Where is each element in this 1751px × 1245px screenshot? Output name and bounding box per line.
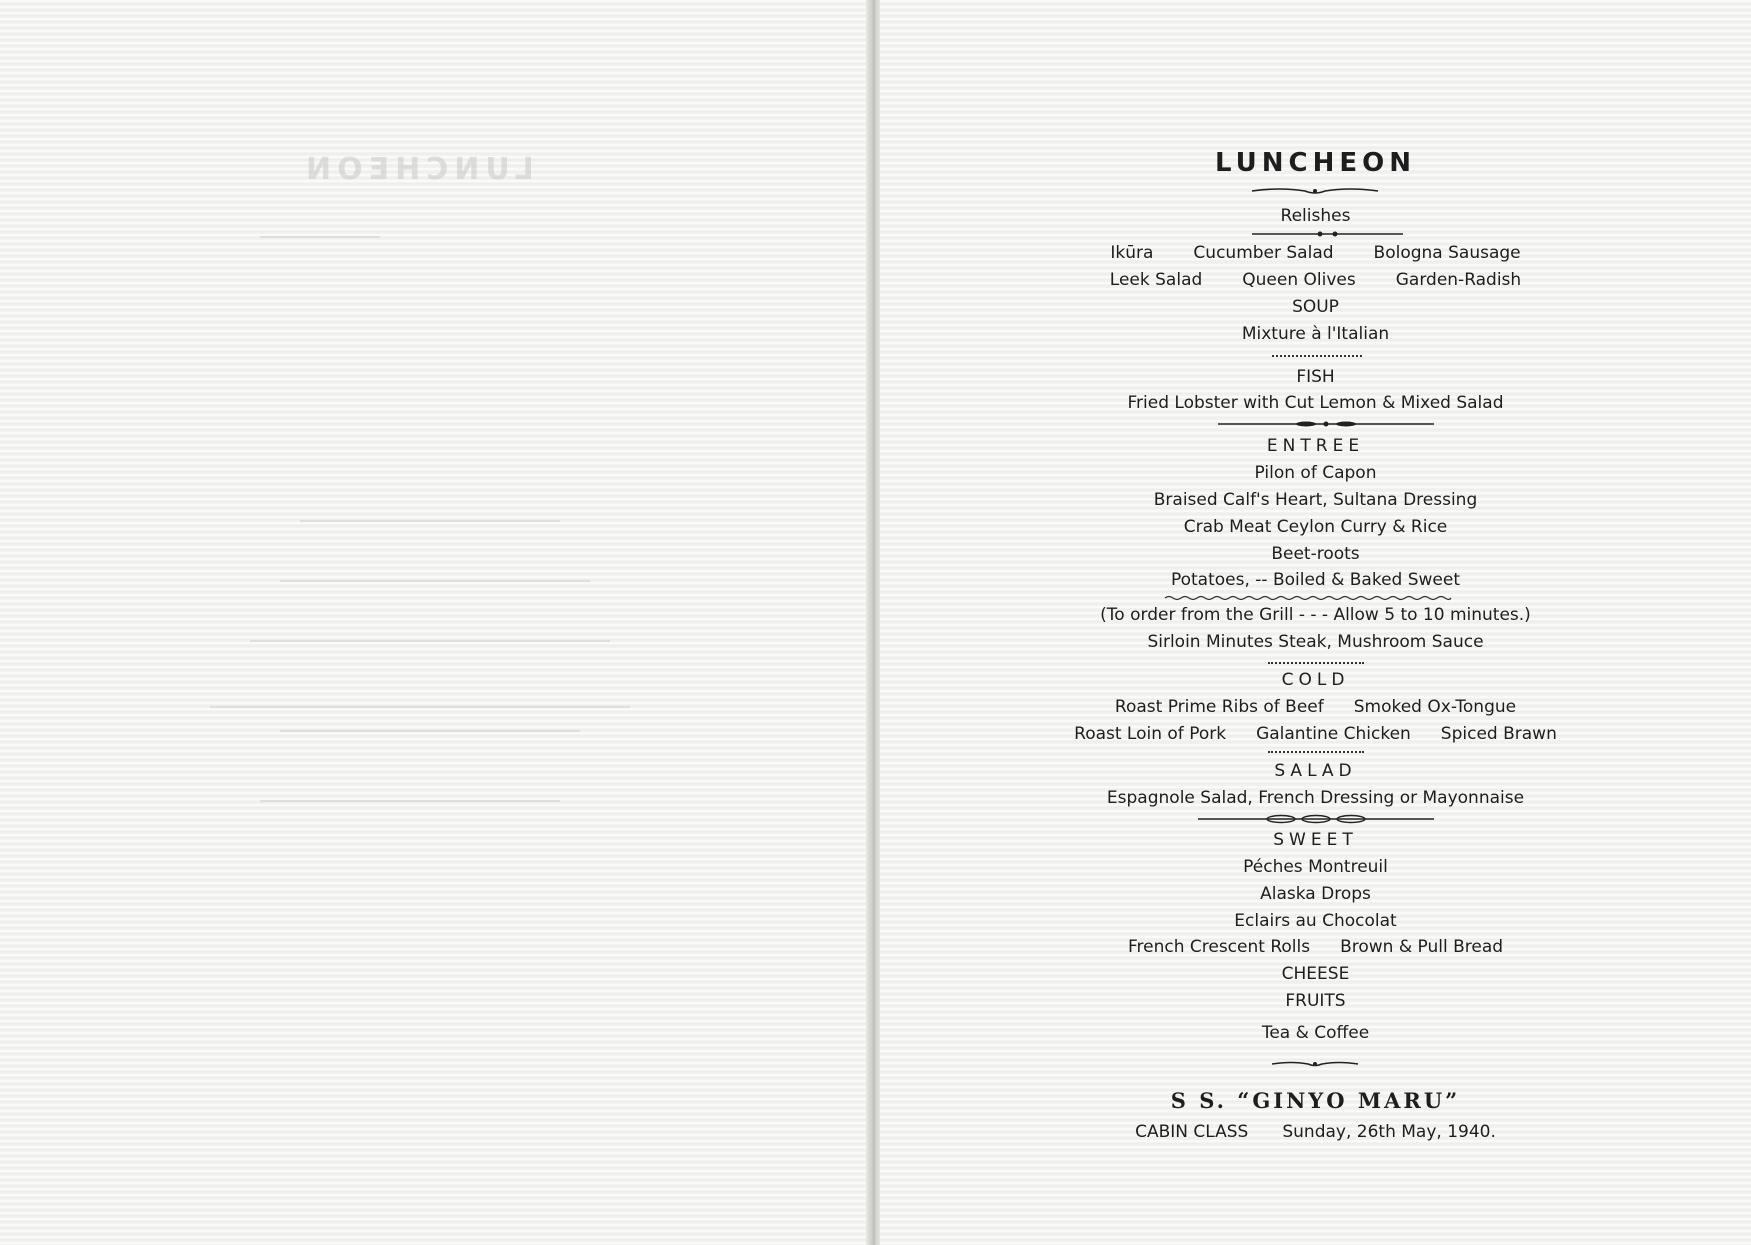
footer-row (880, 1122, 1751, 1142)
cold-heading: COLD (1281, 670, 1350, 690)
cold-item: Spiced Brawn (1440, 724, 1557, 744)
grill-item: Sirloin Minutes Steak, Mushroom Sauce (1147, 632, 1484, 652)
bread-row (880, 936, 1751, 958)
fish-item: Fried Lobster with Cut Lemon & Mixed Salad (1127, 393, 1504, 413)
left-page (0, 0, 868, 1245)
cold-item: Smoked Ox-Tongue (1353, 697, 1517, 717)
ship-name: S S. “GINYO MARU” (1170, 1088, 1461, 1113)
cold-item: Roast Prime Ribs of Beef (1114, 697, 1324, 717)
bread-item: Brown & Pull Bread (1340, 937, 1504, 957)
show-through-mark (260, 236, 380, 238)
relishes-row-1 (880, 242, 1751, 264)
menu-title: LUNCHEON (1215, 148, 1416, 178)
entree-heading: ENTREE (1266, 436, 1365, 456)
luncheon-menu (880, 0, 1751, 1245)
entree-wavy-rule (1163, 594, 1453, 602)
soup-heading: SOUP (1292, 297, 1339, 317)
entree-item: Potatoes, -- Boiled & Baked Sweet (1170, 570, 1461, 590)
entree-item: Braised Calf's Heart, Sultana Dressing (1153, 490, 1478, 510)
cold-item: Galantine Chicken (1256, 724, 1411, 744)
cold-item: Roast Loin of Pork (1074, 724, 1227, 744)
relish-item: Leek Salad (1109, 270, 1203, 290)
entree-item: Pilon of Capon (1254, 463, 1377, 483)
cold-dotted-rule (1268, 751, 1364, 753)
relish-item: Bologna Sausage (1373, 243, 1521, 263)
salad-item: Espagnole Salad, French Dressing or Mayonnaise (1106, 788, 1525, 808)
fish-heading: FISH (1296, 367, 1335, 387)
beverages: Tea & Coffee (1261, 1023, 1370, 1043)
show-through-mark (250, 640, 610, 642)
grill-note: (To order from the Grill - - - Allow 5 to 10 minutes.) (1100, 605, 1531, 625)
menu-date: Sunday, 26th May, 1940. (1282, 1122, 1496, 1142)
closing-ornament (1270, 1060, 1360, 1068)
sweet-heading: SWEET (1273, 830, 1358, 850)
show-through-title: LUNCHEON (300, 152, 534, 187)
relishes-row-2 (880, 269, 1751, 291)
cabin-class: CABIN CLASS (1135, 1122, 1249, 1142)
bread-item: French Crescent Rolls (1127, 937, 1311, 957)
sweet-item: Alaska Drops (1260, 884, 1371, 904)
relish-item: Queen Olives (1242, 270, 1356, 290)
show-through-mark (210, 706, 630, 708)
soup-dotted-rule (1272, 355, 1362, 357)
sweet-item: Eclairs au Chocolat (1234, 911, 1397, 931)
sweet-item: Péches Montreuil (1243, 857, 1388, 877)
relishes-heading: Relishes (1280, 206, 1351, 226)
grill-dotted-rule (1268, 662, 1364, 664)
entree-item: Crab Meat Ceylon Curry & Rice (1183, 517, 1448, 537)
salad-ornament (1196, 814, 1436, 824)
relish-item: Cucumber Salad (1193, 243, 1334, 263)
entree-item: Beet-roots (1271, 544, 1360, 564)
fish-rule (1216, 420, 1436, 428)
show-through-mark (280, 730, 580, 732)
relishes-rule (1250, 230, 1405, 238)
show-through-mark (300, 520, 560, 522)
show-through-mark (260, 800, 560, 802)
soup-item: Mixture à l'Italian (1241, 324, 1390, 344)
cold-row-1 (880, 696, 1751, 718)
title-ornament (1250, 186, 1380, 196)
show-through-mark (280, 580, 590, 582)
cold-row-2 (880, 723, 1751, 745)
cheese-heading: CHEESE (1281, 964, 1350, 984)
relish-item: Ikūra (1110, 243, 1154, 263)
relish-item: Garden-Radish (1395, 270, 1522, 290)
fruits-heading: FRUITS (1285, 991, 1346, 1011)
right-page (880, 0, 1751, 1245)
salad-heading: SALAD (1274, 761, 1357, 781)
